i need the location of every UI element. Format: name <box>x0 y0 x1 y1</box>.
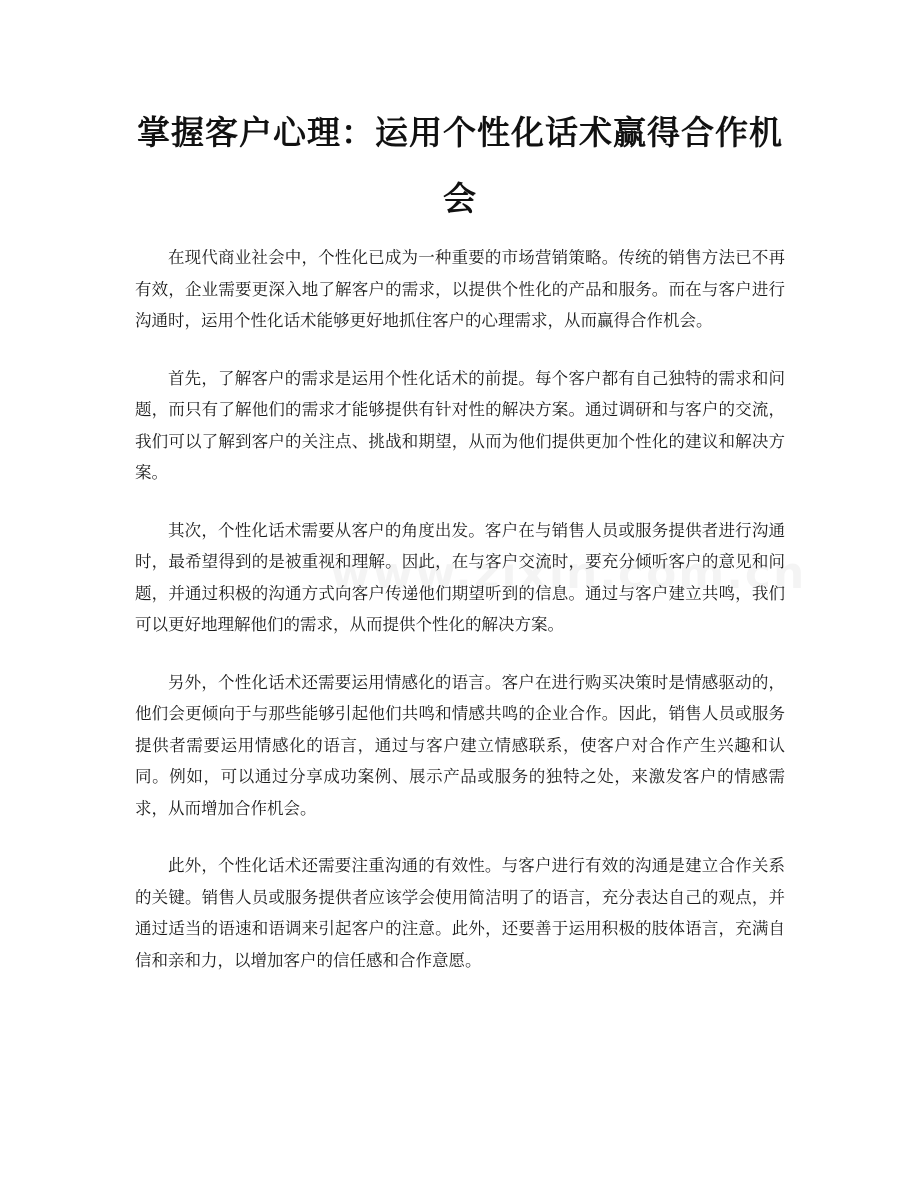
paragraph-customer-perspective: 其次，个性化话术需要从客户的角度出发。客户在与销售人员或服务提供者进行沟通时，最希望得到的是被重视和理解。因此，在与客户交流时，要充分倾听客户的意见和问题，并通过积极的沟通方式向客户传递他们期望听到的信息。通过与客户建立共鸣，我们可以更好地理解他们的需求，从而提供个性化的解决方案。 <box>135 520 785 634</box>
paragraph-intro: 在现代商业社会中，个性化已成为一种重要的市场营销策略。传统的销售方法已不再有效，企业需要更深入地了解客户的需求，以提供个性化的产品和服务。而在与客户进行沟通时，运用个性化话术能够更好地抓住客户的心理需求，从而赢得合作机会。 <box>135 248 785 330</box>
document-title: 掌握客户心理：运用个性化话术赢得合作机会 <box>137 113 783 218</box>
paragraph-understand-needs: 首先，了解客户的需求是运用个性化话术的前提。每个客户都有自己独特的需求和问题，而只有了解他们的需求才能够提供有针对性的解决方案。通过调研和与客户的交流，我们可以了解到客户的关注点、挑战和期望，从而为他们提供更加个性化的建议和解决方案。 <box>135 368 785 482</box>
paragraph-emotional-language: 另外，个性化话术还需要运用情感化的语言。客户在进行购买决策时是情感驱动的，他们会更倾向于与那些能够引起他们共鸣和情感共鸣的企业合作。因此，销售人员或服务提供者需要运用情感化的语言，通过与客户建立情感联系，使客户对合作产生兴趣和认同。例如，可以通过分享成功案例、展示产品或服务的独特之处，来激发客户的情感需求，从而增加合作机会。 <box>135 672 785 818</box>
paragraph-effective-communication: 此外，个性化话术还需要注重沟通的有效性。与客户进行有效的沟通是建立合作关系的关键。销售人员或服务提供者应该学会使用简洁明了的语言，充分表达自己的观点，并通过适当的语速和语调来引起客户的注意。此外，还要善于运用积极的肢体语言，充满自信和亲和力，以增加客户的信任感和合作意愿。 <box>135 856 785 970</box>
document-body <box>135 242 785 1002</box>
